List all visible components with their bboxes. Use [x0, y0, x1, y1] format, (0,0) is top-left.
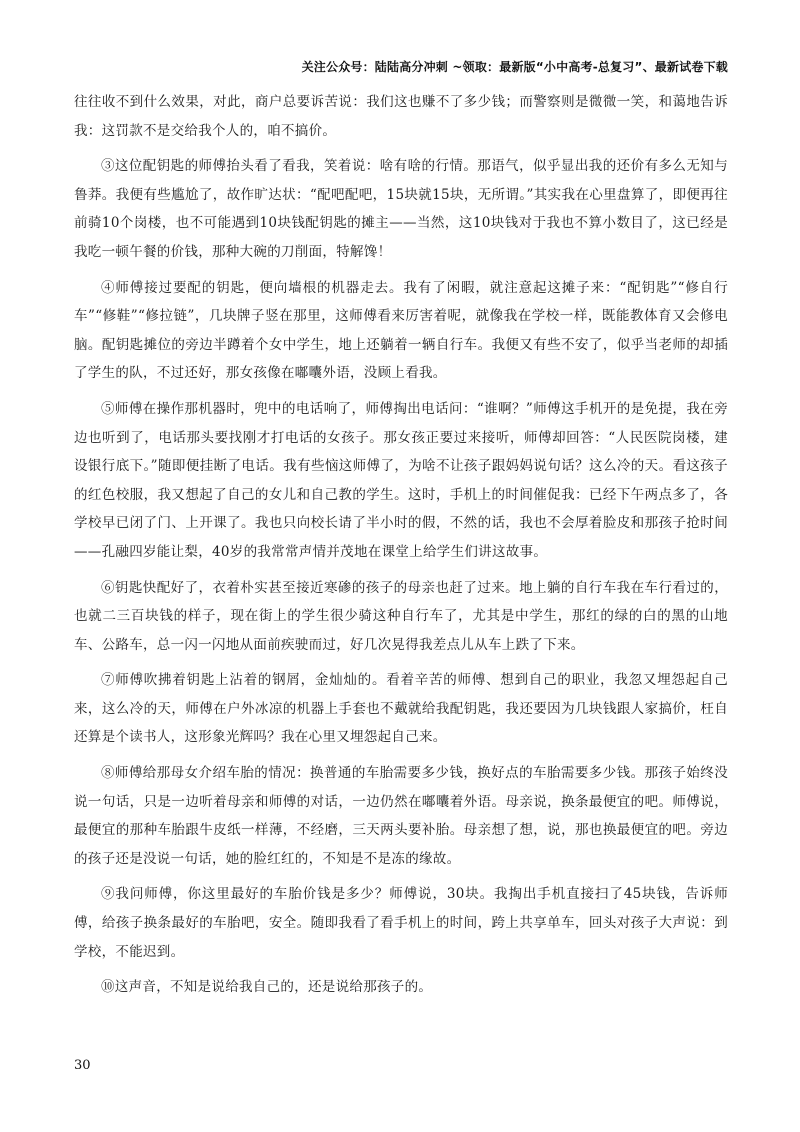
page-header: 关注公众号：陆陆高分冲刺 ~领取：最新版“小中高考-总复习”、最新试卷下载	[301, 60, 728, 74]
paragraph-8: ⑧师傅给那母女介绍车胎的情况：换普通的车胎需要多少钱，换好点的车胎需要多少钱。那孩子始终没说一句话，只是一边听着母亲和师傅的对话，一边仍然在嘟囔着外语。母亲说，换条最便宜的吧。师傅说，最便宜的那种车胎跟牛皮纸一样薄，不经磨，三天两头要补胎。母亲想了想，说，那也换最便宜的吧。旁边的孩子还是没说一句话，她的脸红红的，不知是不是冻的缘故。	[74, 765, 728, 867]
paragraph-7: ⑦师傅吹拂着钥匙上沾着的钢屑，金灿灿的。看着辛苦的师傅、想到自己的职业，我忽又埋怨起自己来，这么冷的天，师傅在户外冰凉的机器上手套也不戴就给我配钥匙，我还要因为几块钱跟人家搞价，枉自还算是个读书人，这形象光辉吗？我在心里又埋怨起自己来。	[74, 672, 728, 746]
paragraph-5: ⑤师傅在操作那机器时，兜中的电话响了，师傅掏出电话问：“谁啊？”师傅这手机开的是免提，我在旁边也听到了，电话那头要找刚才打电话的女孩子。那女孩正要过来接听，师傅却回答：“人民医院岗楼，建设银行底下。”随即便挂断了电话。我有些恼这师傅了，为啥不让孩子跟妈妈说句话？这么冷的天。看这孩子的红色校服，我又想起了自己的女儿和自己教的学生。这时，手机上的时间催促我：已经下午两点多了，各学校早已闭了门、上开课了。我也只向校长请了半小时的假，不然的话，我也不会厚着脸皮和那孩子抢时间——孔融四岁能让梨，40岁的我常常声情并茂地在课堂上给学生们讲这故事。	[74, 400, 728, 560]
paragraph-9: ⑨我问师傅，你这里最好的车胎价钱是多少？师傅说，30块。我掏出手机直接扫了45块钱，告诉师傅，给孩子换条最好的车胎吧，安全。随即我看了看手机上的时间，跨上共享单车，回头对孩子大声说：到学校，不能迟到。	[74, 886, 728, 960]
paragraph-6: ⑥钥匙快配好了，衣着朴实甚至接近寒碜的孩子的母亲也赶了过来。地上躺的自行车我在车行看过的，也就二三百块钱的样子，现在街上的学生很少骑这种自行车了，尤其是中学生，那红的绿的白的黑的山地车、公路车，总一闪一闪地从面前疾驶而过，好几次晃得我差点儿从车上跌了下来。	[74, 579, 728, 653]
paragraph-1: 往往收不到什么效果，对此，商户总要诉苦说：我们这也赚不了多少钱；而警察则是微微一笑，和蔼地告诉我：这罚款不是交给我个人的，咱不搞价。	[74, 94, 728, 139]
paragraph-4: ④师傅接过要配的钥匙，便向墙根的机器走去。我有了闲暇，就注意起这摊子来：“配钥匙”“修自行车”“修鞋”“修拉链”，几块牌子竖在那里，这师傅看来厉害着呢，就像我在学校一样，既能教体育又会修电脑。配钥匙摊位的旁边半蹲着个女中学生，地上还躺着一辆自行车。我便又有些不安了，似乎当老师的却插了学生的队，不过还好，那女孩像在嘟囔外语，没顾上看我。	[74, 279, 728, 382]
paragraph-10: ⑩这声音，不知是说给我自己的，还是说给那孩子的。	[101, 979, 433, 996]
paragraph-3: ③这位配钥匙的师傅抬头看了看我，笑着说：啥有啥的行情。那语气，似乎显出我的还价有多么无知与鲁莽。我便有些尴尬了，故作旷达状：“配吧配吧，15块就15块，无所谓。”其实我在心里盘算了，即便再往前骑10个岗楼，也不可能遇到10块钱配钥匙的摊主——当然，这10块钱对于我也不算小数目了，这已经是我吃一顿午餐的价钱，那种大碗的刀削面，特解馋！	[74, 158, 728, 260]
page-number: 30	[74, 1058, 91, 1073]
article-body	[74, 88, 728, 1009]
